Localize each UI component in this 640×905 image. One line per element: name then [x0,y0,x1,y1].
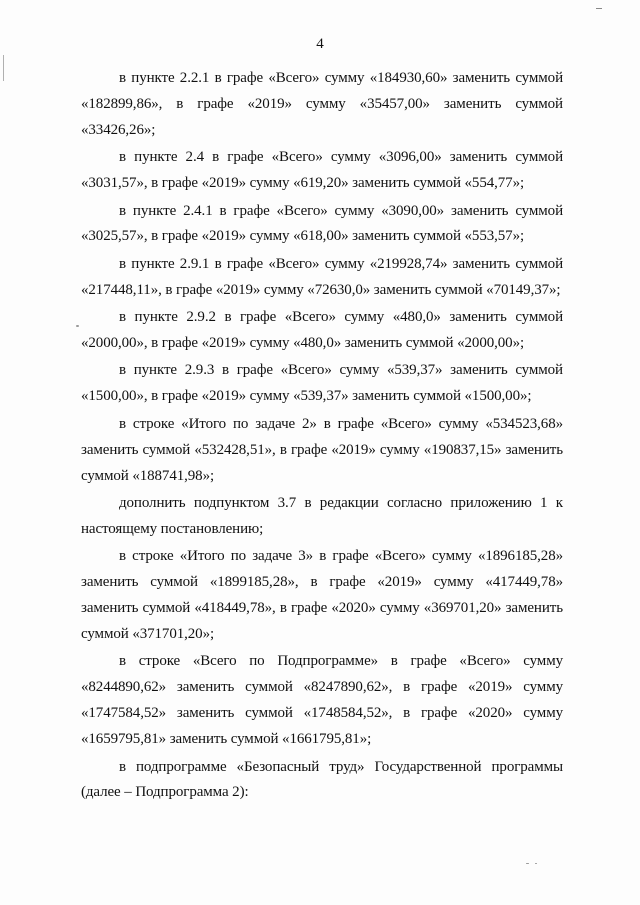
scan-corner-mark [596,8,602,9]
paragraph-add-subitem-3-7: дополнить подпунктом 3.7 в редакции согласно приложению 1 к настоящему постановлению; [81,495,563,537]
paragraph-subprogram-2-intro: в подпрограмме «Безопасный труд» Государственной программы (далее – Подпрограмма 2): [81,758,563,801]
scan-margin-mark [3,55,4,81]
paragraph-item-2-9-3: в пункте 2.9.3 в графе «Всего» сумму «539,37» заменить суммой «1500,00», в графе «2019» сумму «539,37» заменить суммой «1500,00»; [81,362,563,405]
paragraph-total-subprogram: в строке «Всего по Подпрограмме» в графе «Всего» сумму «8244890,62» заменить суммой «8247890,62», в графе «2019» сумму «1747584,52» заменить суммой «1748584,52», в графе «2020» сумму «1659795,81» заменить суммой «1661795,81»; [81,653,563,748]
paragraph-total-task-2: в строке «Итого по задаче 2» в графе «Всего» сумму «534523,68» заменить суммой «532428,51», в графе «2019» сумму «190837,15» заменить суммой «188741,98»; [81,415,563,484]
page-number: 4 [316,36,324,52]
paragraph-item-2-9-2: в пункте 2.9.2 в графе «Всего» сумму «480,0» заменить суммой «2000,00», в графе «2019» сумму «480,0» заменить суммой «2000,00»; [81,309,563,352]
paragraph-item-2-9-1: в пункте 2.9.1 в графе «Всего» сумму «219928,74» заменить суммой «217448,11», в графе «2019» сумму «72630,0» заменить суммой «70149,37»; [81,255,563,298]
document-body [81,66,563,808]
paragraph-item-2-2-1: в пункте 2.2.1 в графе «Всего» сумму «184930,60» заменить суммой «182899,86», в графе «2019» сумму «35457,00» заменить суммой «33426,26»; [81,70,563,138]
scan-speck [535,863,537,864]
scan-speck [76,325,79,327]
paragraph-item-2-4: в пункте 2.4 в графе «Всего» сумму «3096,00» заменить суммой «3031,57», в графе «2019» сумму «619,20» заменить суммой «554,77»; [81,149,563,192]
paragraph-item-2-4-1: в пункте 2.4.1 в графе «Всего» сумму «3090,00» заменить суммой «3025,57», в графе «2019» сумму «618,00» заменить суммой «553,57»; [81,202,563,245]
scan-speck [526,863,529,864]
paragraph-total-task-3: в строке «Итого по задаче 3» в графе «Всего» сумму «1896185,28» заменить суммой «1899185,28», в графе «2019» сумму «417449,78» заменить суммой «418449,78», в графе «2020» сумму «369701,20» заменить суммой «371701,20»; [81,548,563,643]
